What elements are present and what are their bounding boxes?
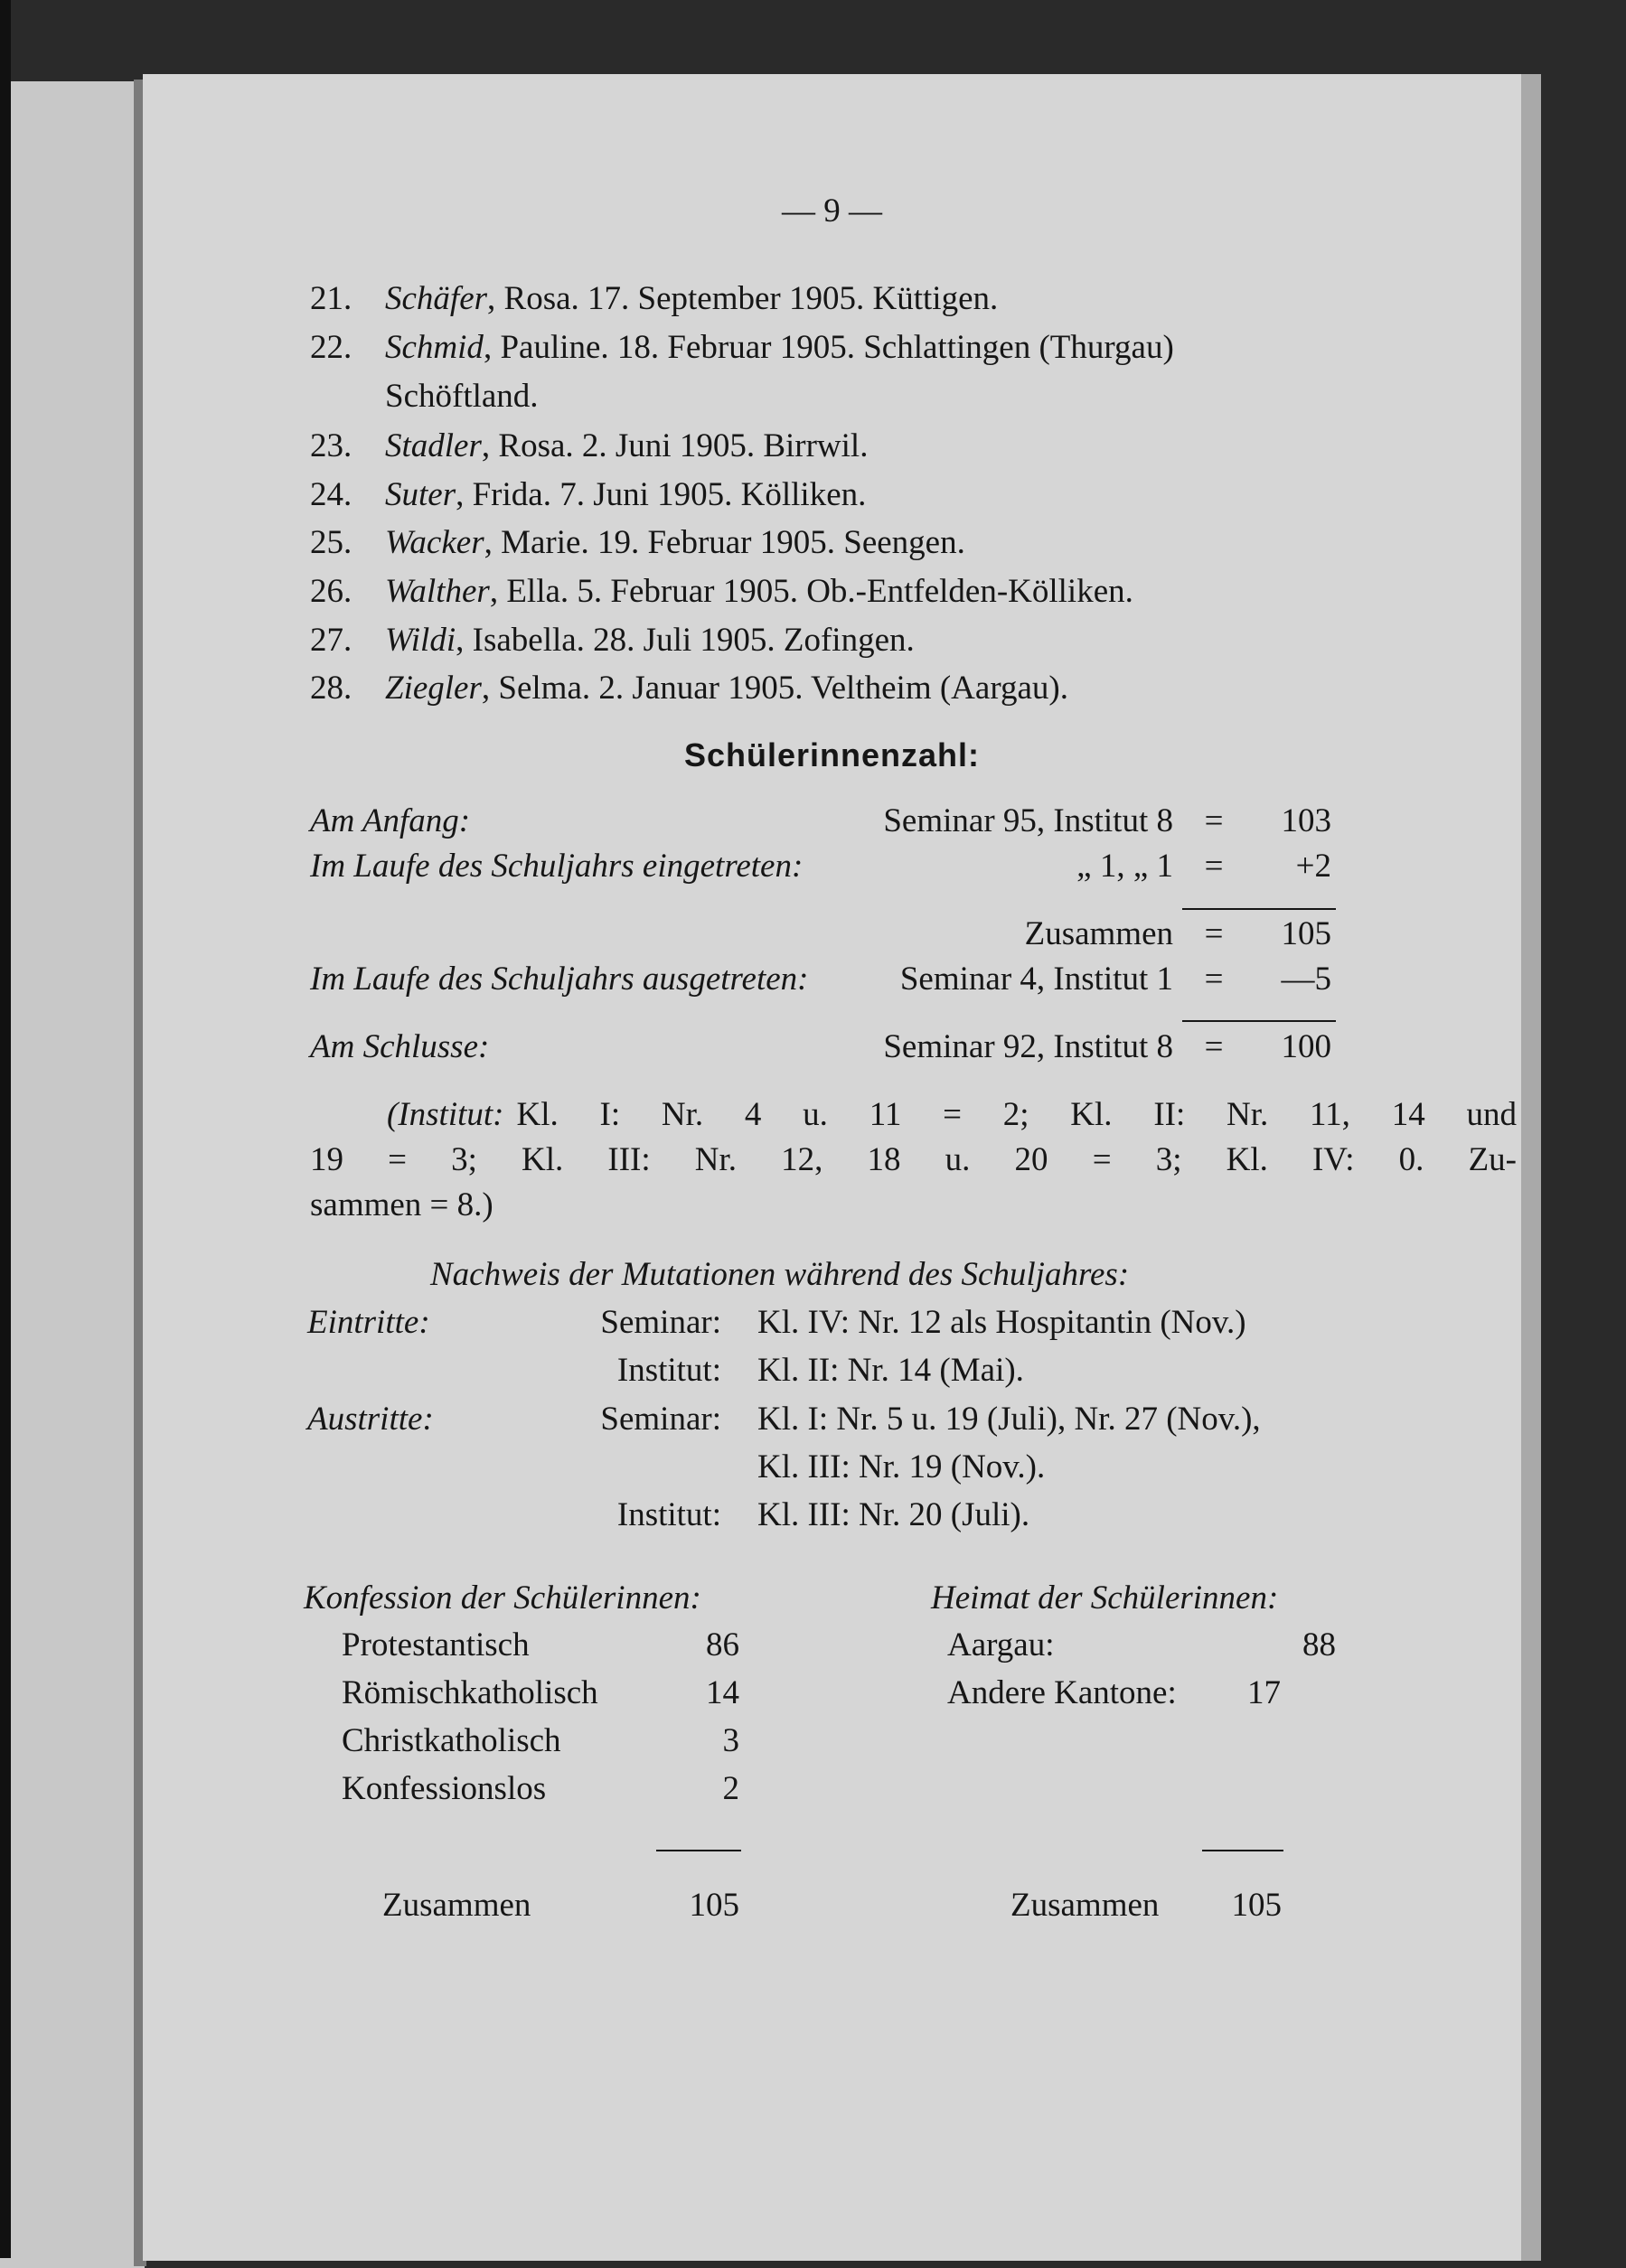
entry-details: , Rosa. 17. September 1905. Küttigen.	[487, 280, 999, 317]
entry-number: 22.	[310, 329, 352, 366]
entry-name: Ziegler	[385, 670, 482, 707]
institut-note-text: Kl. I: Nr. 4 u. 11 = 2; Kl. II: Nr. 11, 14 und	[516, 1096, 1517, 1133]
count-value: 103	[1281, 802, 1331, 839]
count-detail: Seminar 4, Institut 1	[899, 961, 1173, 998]
entry-text	[385, 523, 965, 563]
entry-details: , Rosa. 2. Juni 1905. Birrwil.	[481, 427, 869, 464]
entry-details: , Pauline. 18. Februar 1905. Schlattingen (Thurgau)	[483, 329, 1174, 366]
mutation-text: Kl. III: Nr. 20 (Juli).	[757, 1496, 1030, 1533]
konfession-label: Konfessionslos	[342, 1770, 547, 1807]
sum-rule	[1182, 1020, 1336, 1022]
mutations-heading: Nachweis der Mutationen während des Schuljahres:	[430, 1256, 1130, 1293]
page-number: — 9 —	[782, 192, 882, 230]
heimat-label: Aargau:	[947, 1626, 1055, 1664]
mutation-text: Kl. I: Nr. 5 u. 19 (Juli), Nr. 27 (Nov.),	[757, 1401, 1261, 1438]
scan-border	[0, 0, 11, 2258]
mutation-type: Institut:	[616, 1352, 721, 1389]
count-equals: =	[1204, 915, 1224, 952]
count-equals: =	[1204, 1028, 1224, 1065]
heimat-heading: Heimat der Schülerinnen:	[931, 1579, 1279, 1617]
count-value: 105	[1281, 915, 1331, 952]
konfession-label: Christkatholisch	[342, 1722, 561, 1759]
entry-name: Stadler	[385, 427, 482, 464]
count-value: +2	[1295, 848, 1331, 885]
count-label: Am Anfang:	[310, 802, 471, 839]
mutation-group: Eintritte:	[307, 1304, 430, 1341]
count-detail: Seminar 95, Institut 8	[883, 802, 1173, 839]
entry-details: , Frida. 7. Juni 1905. Kölliken.	[456, 476, 867, 513]
entry-text	[385, 572, 1133, 612]
entry-number: 27.	[310, 622, 352, 659]
heimat-label: Andere Kantone:	[947, 1674, 1177, 1711]
konfession-heading: Konfession der Schülerinnen:	[304, 1579, 701, 1617]
count-equals: =	[1204, 961, 1224, 998]
mutation-type: Institut:	[616, 1496, 721, 1533]
entry-name: Schmid	[385, 329, 484, 366]
konfession-label: Protestantisch	[342, 1626, 530, 1664]
heimat-value: 88	[1302, 1626, 1336, 1664]
institut-note-label: (Institut:	[387, 1096, 504, 1133]
entry-number: 24.	[310, 476, 352, 513]
konfession-value: 3	[722, 1722, 739, 1759]
entry-text	[385, 621, 915, 661]
mutation-text: Kl. II: Nr. 14 (Mai).	[757, 1352, 1024, 1389]
entry-details: , Isabella. 28. Juli 1905. Zofingen.	[456, 622, 915, 659]
entry-number: 25.	[310, 524, 352, 561]
mutation-group: Austritte:	[307, 1401, 434, 1438]
entry-text	[385, 475, 866, 515]
mutation-type: Seminar:	[600, 1401, 721, 1438]
institut-note-line	[387, 1095, 1517, 1135]
count-label: Am Schlusse:	[310, 1028, 490, 1065]
entry-number: 28.	[310, 670, 352, 707]
count-value: —5	[1281, 961, 1331, 998]
entry-details: Schöftland.	[385, 378, 539, 415]
heimat-value: 17	[1247, 1674, 1281, 1711]
mutation-type: Seminar:	[600, 1304, 721, 1341]
heimat-total-label: Zusammen	[1010, 1887, 1160, 1924]
entry-name: Schäfer	[385, 280, 488, 317]
konfession-total-value: 105	[689, 1887, 739, 1924]
count-detail: Seminar 92, Institut 8	[883, 1028, 1173, 1065]
count-detail: „ 1, „ 1	[1076, 848, 1173, 885]
mutation-text: Kl. IV: Nr. 12 als Hospitantin (Nov.)	[757, 1304, 1246, 1341]
count-label: Im Laufe des Schuljahrs eingetreten:	[310, 848, 804, 885]
entry-name: Walther	[385, 573, 490, 610]
entry-number: 26.	[310, 573, 352, 610]
entry-text	[385, 279, 998, 319]
mutation-text: Kl. III: Nr. 19 (Nov.).	[757, 1448, 1046, 1485]
konfession-label: Römischkatholisch	[342, 1674, 598, 1711]
entry-details: , Marie. 19. Februar 1905. Seengen.	[484, 524, 965, 561]
entry-text	[385, 669, 1068, 708]
count-detail: Zusammen	[1024, 915, 1173, 952]
entry-text	[385, 377, 539, 417]
konfession-total-label: Zusammen	[382, 1887, 531, 1924]
sum-rule	[1182, 908, 1336, 910]
entry-number: 21.	[310, 280, 352, 317]
book-page	[143, 74, 1521, 2261]
konfession-value: 86	[706, 1626, 739, 1664]
entry-details: , Selma. 2. Januar 1905. Veltheim (Aargau).	[481, 670, 1068, 707]
institut-note-line: 19 = 3; Kl. III: Nr. 12, 18 u. 20 = 3; Kl. IV: 0. Zu-	[310, 1141, 1517, 1178]
count-label: Im Laufe des Schuljahrs ausgetreten:	[310, 961, 809, 998]
sum-rule	[1202, 1850, 1283, 1851]
konfession-value: 2	[722, 1770, 739, 1807]
entry-text	[385, 328, 1174, 368]
count-value: 100	[1281, 1028, 1331, 1065]
count-heading: Schülerinnenzahl:	[683, 736, 981, 773]
sum-rule	[656, 1850, 741, 1851]
konfession-value: 14	[706, 1674, 739, 1711]
page-edge-shadow	[1521, 74, 1541, 2261]
entry-name: Wacker	[385, 524, 484, 561]
heimat-total-value: 105	[1231, 1887, 1282, 1924]
entry-text	[385, 426, 868, 466]
institut-note-line: sammen = 8.)	[310, 1186, 493, 1223]
entry-name: Wildi	[385, 622, 456, 659]
count-equals: =	[1204, 802, 1224, 839]
count-equals: =	[1204, 848, 1224, 885]
entry-name: Suter	[385, 476, 456, 513]
facing-page-edge	[0, 81, 145, 2268]
entry-number: 23.	[310, 427, 352, 464]
entry-details: , Ella. 5. Februar 1905. Ob.-Entfelden-Kölliken.	[489, 573, 1133, 610]
